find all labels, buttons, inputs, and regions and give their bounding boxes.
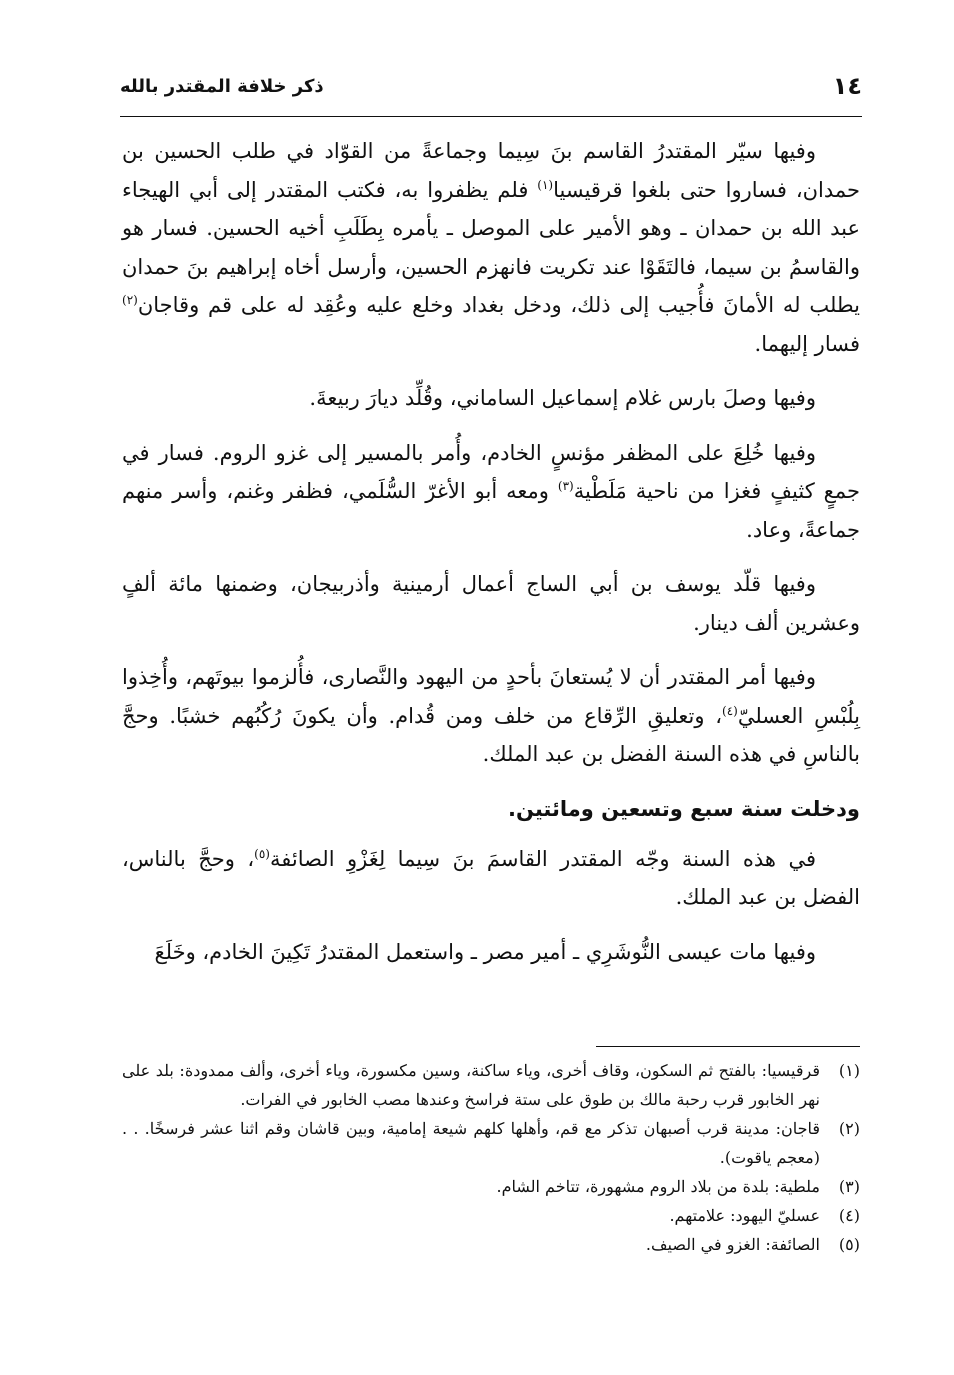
- paragraph-7: [122, 933, 860, 972]
- footnote-text: قاجان: مدينة قرب أصبهان تذكر مع قم، وأهلها كلهم شيعة إمامية، وبين قاشان وقم اثنا عشر فرسخًا. . . (معجم ياقوت).: [122, 1119, 821, 1167]
- paragraph-text: وفيها سيّر المقتدرُ القاسم بنَ سِيما وجماعةً من القوّاد في طلب الحسين بن حمدان، فساروا حتى بلغوا قرقيسيا: [122, 139, 860, 202]
- paragraph-text: وفيها وصلَ بارس غلام إسماعيل الساماني، وقُلِّد ديارَ ربيعةَ.: [309, 386, 816, 410]
- paragraph-text: وفيها قلّد يوسف بن أبي الساج أعمال أرمينية وأذربيجان، وضمنها مائة ألفٍ وعشرين ألف دينار.: [122, 572, 860, 635]
- footnote-text: ملطية: بلدة من بلاد الروم مشهورة، تتاخم الشام.: [496, 1177, 820, 1196]
- paragraph-text: ، وتعليقِ الرِّقاع من خلف ومن قُدام. وأن يكونَ رُكُبُهم خشبًا. وحجَّ بالناسِ في هذه السنة الفضل بن عبد الملك.: [122, 703, 860, 766]
- footnote-text: عسليّ اليهود: علامتهم.: [669, 1206, 820, 1225]
- footnote-number: (٤): [838, 1206, 860, 1225]
- footnote-number: (٣): [838, 1177, 860, 1196]
- footnote-4: [122, 1201, 860, 1230]
- paragraph-text: فسار إليهما.: [754, 331, 860, 356]
- footnote-ref-4: (٤): [722, 703, 738, 718]
- footnote-number: (٢): [838, 1119, 860, 1138]
- footnote-2: [122, 1114, 860, 1172]
- footnote-number: (١): [838, 1061, 860, 1080]
- paragraph-4: [122, 565, 860, 642]
- footnotes: [122, 1056, 860, 1259]
- paragraph-text: فلم يظفروا به، فكتب المقتدر إلى أبي الهيجاء عبد الله بن حمدان ـ وهو الأمير على الموصل ـ يأمره بِطَلَبِ أخيه الحسين. فسار هو والقاسمُ بن سيما، فالتَقَوْا عند تكريت فانهزم الحسين، وأرسل أخاه إبراهيم بنَ حمدان يطلب له الأمانَ فأُجيب إلى ذلك، ودخل بغداد وخلع عليه وعُقِد له على قم وقاجان: [122, 177, 860, 317]
- running-title: ذكر خلافة المقتدر بالله: [120, 76, 324, 97]
- paragraph-1: [122, 132, 860, 363]
- footnote-rule: [596, 1046, 860, 1047]
- footnote-1: [122, 1056, 860, 1114]
- footnote-number: (٥): [838, 1235, 860, 1254]
- paragraph-text: وفيها أمر المقتدر أن لا يُستعانَ بأحدٍ من اليهود والنَّصارى، فأُلزموا بيوتَهم، وأُخِذوا بِلُبْسِ العسليّ: [122, 665, 860, 728]
- footnote-text: قرقيسيا: بالفتح ثم السكون، وقاف أخرى، وياء ساكنة، وسين مكسورة، وياء أخرى، وألف ممدودة: بلد على نهر الخابور قرب رحبة مالك بن طوق على ستة فراسخ وعندها مصب الخابور في الفرات.: [122, 1061, 820, 1109]
- footnote-ref-5: (٥): [254, 846, 270, 861]
- paragraph-text: وفيها مات عيسى النُّوشَرِي ـ أمير مصر ـ واستعمل المقتدرُ تَكِينَ الخادم، وخَلَعَ: [154, 939, 816, 964]
- main-text: [122, 132, 860, 987]
- paragraph-6: [122, 840, 860, 917]
- footnote-3: [122, 1172, 860, 1201]
- footnote-ref-1: (١): [537, 177, 554, 192]
- running-header: [120, 72, 862, 108]
- paragraph-5: [122, 658, 860, 774]
- paragraph-text: وفيها خُلِعَ على المظفر مؤنسٍ الخادم، وأُمر بالمسير إلى غزو الروم. فسار في جمعٍ كثيفٍ فغزا من ناحية مَلَطْية: [122, 440, 860, 503]
- paragraph-2: [122, 379, 860, 418]
- page-number: ١٤: [832, 72, 862, 100]
- footnote-ref-2: (٢): [122, 293, 138, 307]
- section-heading: ودخلت سنة سبع وتسعين ومائتين.: [507, 796, 860, 821]
- paragraph-text: ، وحجَّ بالناس، الفضل بن عبد الملك.: [122, 846, 860, 909]
- paragraph-text: ومعه أبو الأغرّ السُّلَمي، فظفر وغنم، وأسر منهم جماعةً، وعاد.: [122, 479, 860, 542]
- paragraph-text: في هذه السنة وجّه المقتدر القاسمَ بنَ سِيما لِغَزْوِ الصائفة: [269, 846, 816, 871]
- paragraph-3: [122, 434, 860, 550]
- footnote-ref-3: (٣): [557, 479, 574, 493]
- header-rule: [120, 116, 862, 117]
- footnote-text: الصائفة: الغزو في الصيف.: [645, 1235, 820, 1254]
- footnote-5: [122, 1230, 860, 1259]
